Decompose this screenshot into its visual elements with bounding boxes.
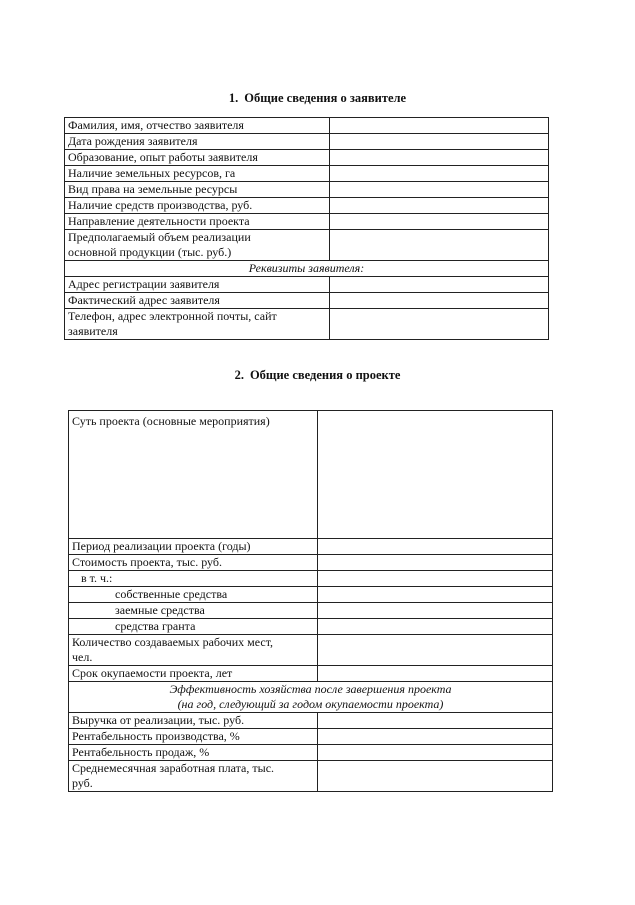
- table-row: [69, 539, 553, 555]
- row-label: средства гранта: [69, 619, 318, 635]
- period-field[interactable]: [318, 539, 553, 555]
- table-row: [69, 587, 553, 603]
- row-label: Рентабельность продаж, %: [69, 745, 318, 761]
- row-label: [69, 635, 318, 666]
- salary-field[interactable]: [318, 761, 553, 792]
- table-row: [69, 603, 553, 619]
- row-label: Стоимость проекта, тыс. руб.: [69, 555, 318, 571]
- table-row: [65, 182, 549, 198]
- table-row: [65, 309, 549, 340]
- requisites-header: Реквизиты заявителя:: [65, 261, 549, 277]
- row-label: Период реализации проекта (годы): [69, 539, 318, 555]
- table-row: [65, 261, 549, 277]
- row-label: Наличие средств производства, руб.: [65, 198, 330, 214]
- section-2-title: Общие сведения о проекте: [249, 368, 401, 382]
- contact-field[interactable]: [330, 309, 549, 340]
- row-label: Направление деятельности проекта: [65, 214, 330, 230]
- table-row: [65, 198, 549, 214]
- efficiency-line2: (на год, следующий за годом окупаемости проекта): [177, 697, 444, 711]
- row-label: Суть проекта (основные мероприятия): [69, 411, 318, 539]
- row-label: Выручка от реализации, тыс. руб.: [69, 713, 318, 729]
- actual-address-field[interactable]: [330, 293, 549, 309]
- row-label: заемные средства: [69, 603, 318, 619]
- including-field[interactable]: [318, 571, 553, 587]
- table-row: [69, 411, 553, 539]
- jobs-label-line1: Количество создаваемых рабочих мест,: [72, 635, 274, 649]
- row-label: Рентабельность производства, %: [69, 729, 318, 745]
- project-essence-field[interactable]: [318, 411, 553, 539]
- row-label: Адрес регистрации заявителя: [65, 277, 330, 293]
- volume-label-line1: Предполагаемый объем реализации: [68, 230, 251, 244]
- row-label: в т. ч.:: [69, 571, 318, 587]
- row-label: Вид права на земельные ресурсы: [65, 182, 330, 198]
- project-info-table: [68, 410, 553, 792]
- table-row: [69, 619, 553, 635]
- section-2-number: 2.: [234, 368, 244, 382]
- contact-label-line2: заявителя: [68, 324, 118, 338]
- birth-date-field[interactable]: [330, 134, 549, 150]
- table-row: [69, 666, 553, 682]
- section-1-title: Общие сведения о заявителе: [244, 91, 407, 105]
- sales-volume-field[interactable]: [330, 230, 549, 261]
- table-row: [65, 214, 549, 230]
- production-profitability-field[interactable]: [318, 729, 553, 745]
- table-row: [65, 150, 549, 166]
- salary-label-line1: Среднемесячная заработная плата, тыс.: [72, 761, 275, 775]
- table-row: [69, 745, 553, 761]
- table-row: [69, 729, 553, 745]
- full-name-field[interactable]: [330, 118, 549, 134]
- borrowed-funds-field[interactable]: [318, 603, 553, 619]
- row-label: Образование, опыт работы заявителя: [65, 150, 330, 166]
- row-label: собственные средства: [69, 587, 318, 603]
- table-row: [69, 682, 553, 713]
- table-row: [69, 713, 553, 729]
- cost-field[interactable]: [318, 555, 553, 571]
- table-row: [65, 293, 549, 309]
- row-label: [65, 309, 330, 340]
- grant-funds-field[interactable]: [318, 619, 553, 635]
- row-label: [65, 230, 330, 261]
- table-row: [65, 134, 549, 150]
- project-direction-field[interactable]: [330, 214, 549, 230]
- education-field[interactable]: [330, 150, 549, 166]
- table-row: [65, 277, 549, 293]
- efficiency-line1: Эффективность хозяйства после завершения проекта: [169, 682, 452, 696]
- land-resources-field[interactable]: [330, 166, 549, 182]
- revenue-field[interactable]: [318, 713, 553, 729]
- registration-address-field[interactable]: [330, 277, 549, 293]
- row-label: Фамилия, имя, отчество заявителя: [65, 118, 330, 134]
- section-1-heading: [0, 91, 635, 106]
- section-2-heading: [0, 368, 635, 383]
- efficiency-header: [69, 682, 553, 713]
- table-row: [69, 571, 553, 587]
- row-label: Фактический адрес заявителя: [65, 293, 330, 309]
- jobs-field[interactable]: [318, 635, 553, 666]
- own-funds-field[interactable]: [318, 587, 553, 603]
- table-row: [69, 761, 553, 792]
- volume-label-line2: основной продукции (тыс. руб.): [68, 245, 232, 259]
- table-row: [65, 166, 549, 182]
- payback-field[interactable]: [318, 666, 553, 682]
- table-row: [69, 555, 553, 571]
- production-means-field[interactable]: [330, 198, 549, 214]
- salary-label-line2: руб.: [72, 776, 93, 790]
- land-rights-field[interactable]: [330, 182, 549, 198]
- row-label: Срок окупаемости проекта, лет: [69, 666, 318, 682]
- row-label: Наличие земельных ресурсов, га: [65, 166, 330, 182]
- table-row: [65, 118, 549, 134]
- applicant-info-table: [64, 117, 549, 340]
- sales-profitability-field[interactable]: [318, 745, 553, 761]
- contact-label-line1: Телефон, адрес электронной почты, сайт: [68, 309, 277, 323]
- table-row: [69, 635, 553, 666]
- row-label: Дата рождения заявителя: [65, 134, 330, 150]
- section-1-number: 1.: [228, 91, 239, 105]
- table-row: [65, 230, 549, 261]
- jobs-label-line2: чел.: [72, 650, 93, 664]
- row-label: [69, 761, 318, 792]
